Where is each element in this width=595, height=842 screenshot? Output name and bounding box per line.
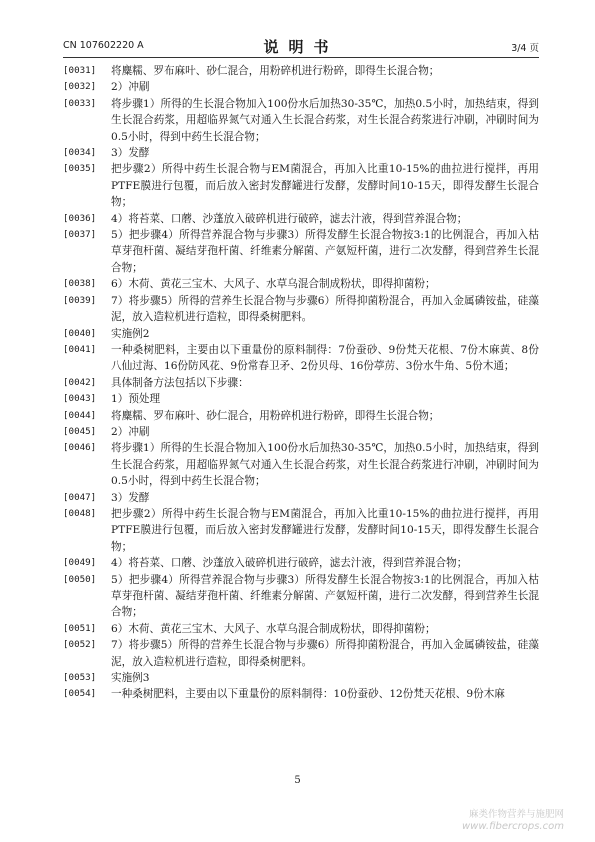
paragraph bbox=[63, 375, 539, 391]
document-title: 说明书 bbox=[263, 38, 339, 56]
paragraph-text: 将麋糯、罗布麻叶、砂仁混合，用粉碎机进行粉碎，即得生长混合物； bbox=[111, 65, 440, 77]
paragraph-text: 3）发酵 bbox=[111, 491, 150, 504]
paragraph bbox=[63, 63, 539, 79]
paragraph-number: [0051] bbox=[63, 622, 97, 634]
paragraph bbox=[63, 342, 539, 375]
paragraph-text: 将步骤1）所得的生长混合物加入100份水后加热30-35℃，加热0.5小时，加热结束，得到生长混合药浆，用超临界氮气对通入生长混合药浆，对生长混合药浆进行冲刷，冲刷时间为0.5小时，得到中药生长混合物； bbox=[111, 97, 539, 143]
paragraph bbox=[63, 293, 539, 326]
page-info: 3/4 页 bbox=[511, 43, 539, 54]
paragraph bbox=[63, 211, 539, 227]
paragraph bbox=[63, 408, 539, 424]
paragraph-text: 实施例3 bbox=[111, 672, 150, 685]
paragraph bbox=[63, 637, 539, 670]
paragraph-text: 2）冲刷 bbox=[111, 425, 150, 438]
paragraph-text: 5）把步骤4）所得营养混合物与步骤3）所得发酵生长混合物按3:1的比例混合，再加入枯草芽孢杆菌、凝结芽孢杆菌、纤维素分解菌、产氨短杆菌，进行二次发酵，得到营养生长混合物； bbox=[111, 229, 539, 274]
paragraph-text: 7）将步骤5）所得的营养生长混合物与步骤6）所得抑菌粉混合，再加入金属磷铵盐，硅藻泥，放入造粒机进行造粒，即得桑树肥料。 bbox=[111, 294, 539, 324]
paragraph-number: [0034] bbox=[63, 147, 97, 159]
paragraph-number: [0041] bbox=[63, 343, 97, 355]
paragraph bbox=[63, 161, 539, 210]
paragraph-text: 将麋糯、罗布麻叶、砂仁混合，用粉碎机进行粉碎，即得生长混合物； bbox=[111, 409, 440, 422]
paragraph bbox=[63, 490, 539, 506]
paragraph-text: 4）将苔菜、口蘑、沙蓬放入破碎机进行破碎，滤去汁液，得到营养混合物； bbox=[111, 212, 468, 225]
paragraph-text: 具体制备方法包括以下步骤： bbox=[111, 376, 249, 389]
publication-number: CN 107602220 A bbox=[63, 40, 144, 51]
paragraph-number: [0040] bbox=[63, 327, 97, 339]
paragraph bbox=[63, 424, 539, 440]
paragraph-text: 6）木荷、黄花三宝木、大风子、水草乌混合制成粉状，即得抑菌粉； bbox=[111, 622, 436, 635]
paragraph-text: 把步骤2）所得中药生长混合物与EM菌混合，再加入比重10-15%的曲拉进行搅拌，再用PTFE膜进行包覆，而后放入密封发酵罐进行发酵，发酵时间10-15天，即得发酵生长混合物； bbox=[111, 163, 539, 209]
paragraph bbox=[63, 555, 539, 571]
paragraph-text: 3）发酵 bbox=[111, 147, 150, 160]
paragraph bbox=[63, 145, 539, 161]
paragraph-number: [0052] bbox=[63, 639, 97, 651]
page-header bbox=[63, 36, 539, 54]
page-number: 5 bbox=[294, 775, 301, 786]
paragraph-number: [0031] bbox=[63, 65, 97, 76]
paragraph-number: [0054] bbox=[63, 688, 97, 700]
paragraph-text: 实施例2 bbox=[111, 327, 150, 340]
paragraph-text: 4）将苔菜、口蘑、沙蓬放入破碎机进行破碎，滤去汁液，得到营养混合物； bbox=[111, 557, 468, 570]
paragraph-text: 7）将步骤5）所得的营养生长混合物与步骤6）所得抑菌粉混合，再加入金属磷铵盐，硅藻泥，放入造粒机进行造粒，即得桑树肥料。 bbox=[111, 639, 539, 668]
paragraph bbox=[63, 572, 539, 621]
paragraph-number: [0048] bbox=[63, 507, 97, 519]
paragraph-text: 将步骤1）所得的生长混合物加入100份水后加热30-35℃，加热0.5小时，加热结束，得到生长混合药浆，用超临界氮气对通入生长混合药浆，对生长混合药浆进行冲刷，冲刷时间为0.5小时，得到中药生长混合物； bbox=[111, 442, 539, 488]
paragraph-number: [0047] bbox=[63, 491, 97, 503]
paragraph-number: [0036] bbox=[63, 212, 97, 224]
paragraph-text: 把步骤2）所得中药生长混合物与EM菌混合，再加入比重10-15%的曲拉进行搅拌，再用PTFE膜进行包覆，而后放入密封发酵罐进行发酵，发酵时间10-15天，即得发酵生长混合物； bbox=[111, 507, 539, 553]
paragraph bbox=[63, 440, 539, 489]
paragraph bbox=[63, 276, 539, 292]
paragraph-number: [0046] bbox=[63, 442, 97, 454]
paragraph bbox=[63, 506, 539, 555]
paragraph-number: [0039] bbox=[63, 294, 97, 306]
paragraph bbox=[63, 326, 539, 342]
paragraph bbox=[63, 670, 539, 686]
paragraph-text: 2）冲刷 bbox=[111, 81, 150, 94]
watermark-site-name: 麻类作物营养与施肥网 bbox=[468, 809, 564, 820]
header-divider bbox=[63, 57, 539, 58]
paragraph bbox=[63, 96, 539, 145]
watermark-url: www.fibercrops.com bbox=[462, 821, 564, 832]
paragraph-number: [0045] bbox=[63, 425, 97, 437]
paragraph-number: [0049] bbox=[63, 557, 97, 569]
paragraph-number: [0053] bbox=[63, 672, 97, 684]
paragraph-number: [0035] bbox=[63, 163, 97, 175]
paragraph-number: [0032] bbox=[63, 81, 97, 93]
paragraph-number: [0033] bbox=[63, 97, 97, 109]
paragraph bbox=[63, 227, 539, 276]
paragraph-text: 1）预处理 bbox=[111, 393, 161, 406]
paragraph-number: [0044] bbox=[63, 409, 97, 421]
paragraph-text: 一种桑树肥料，主要由以下重量份的原料制得：10份蚕砂、12份梵天花根、9份木麻 bbox=[111, 688, 505, 701]
paragraph-number: [0043] bbox=[63, 393, 97, 405]
watermark bbox=[462, 809, 564, 833]
paragraph-text: 一种桑树肥料，主要由以下重量份的原料制得：7份蚕砂、9份梵天花根、7份木麻黄、8份八仙过海、16份防风花、9份常春卫矛、2份贝母、16份葶苈、3份水牛角、5份木通； bbox=[111, 343, 539, 373]
paragraph-number: [0042] bbox=[63, 376, 97, 388]
document-body bbox=[63, 63, 539, 703]
paragraph bbox=[63, 686, 539, 702]
paragraph bbox=[63, 79, 539, 95]
paragraph bbox=[63, 391, 539, 407]
paragraph-text: 5）把步骤4）所得营养混合物与步骤3）所得发酵生长混合物按3:1的比例混合，再加入枯草芽孢杆菌、凝结芽孢杆菌、纤维素分解菌、产氨短杆菌，进行二次发酵，得到营养生长混合物； bbox=[111, 573, 539, 619]
paragraph-number: [0038] bbox=[63, 278, 97, 290]
paragraph bbox=[63, 621, 539, 637]
paragraph-text: 6）木荷、黄花三宝木、大风子、水草乌混合制成粉状，即得抑菌粉； bbox=[111, 278, 436, 291]
paragraph-number: [0037] bbox=[63, 229, 97, 241]
paragraph-number: [0050] bbox=[63, 573, 97, 585]
